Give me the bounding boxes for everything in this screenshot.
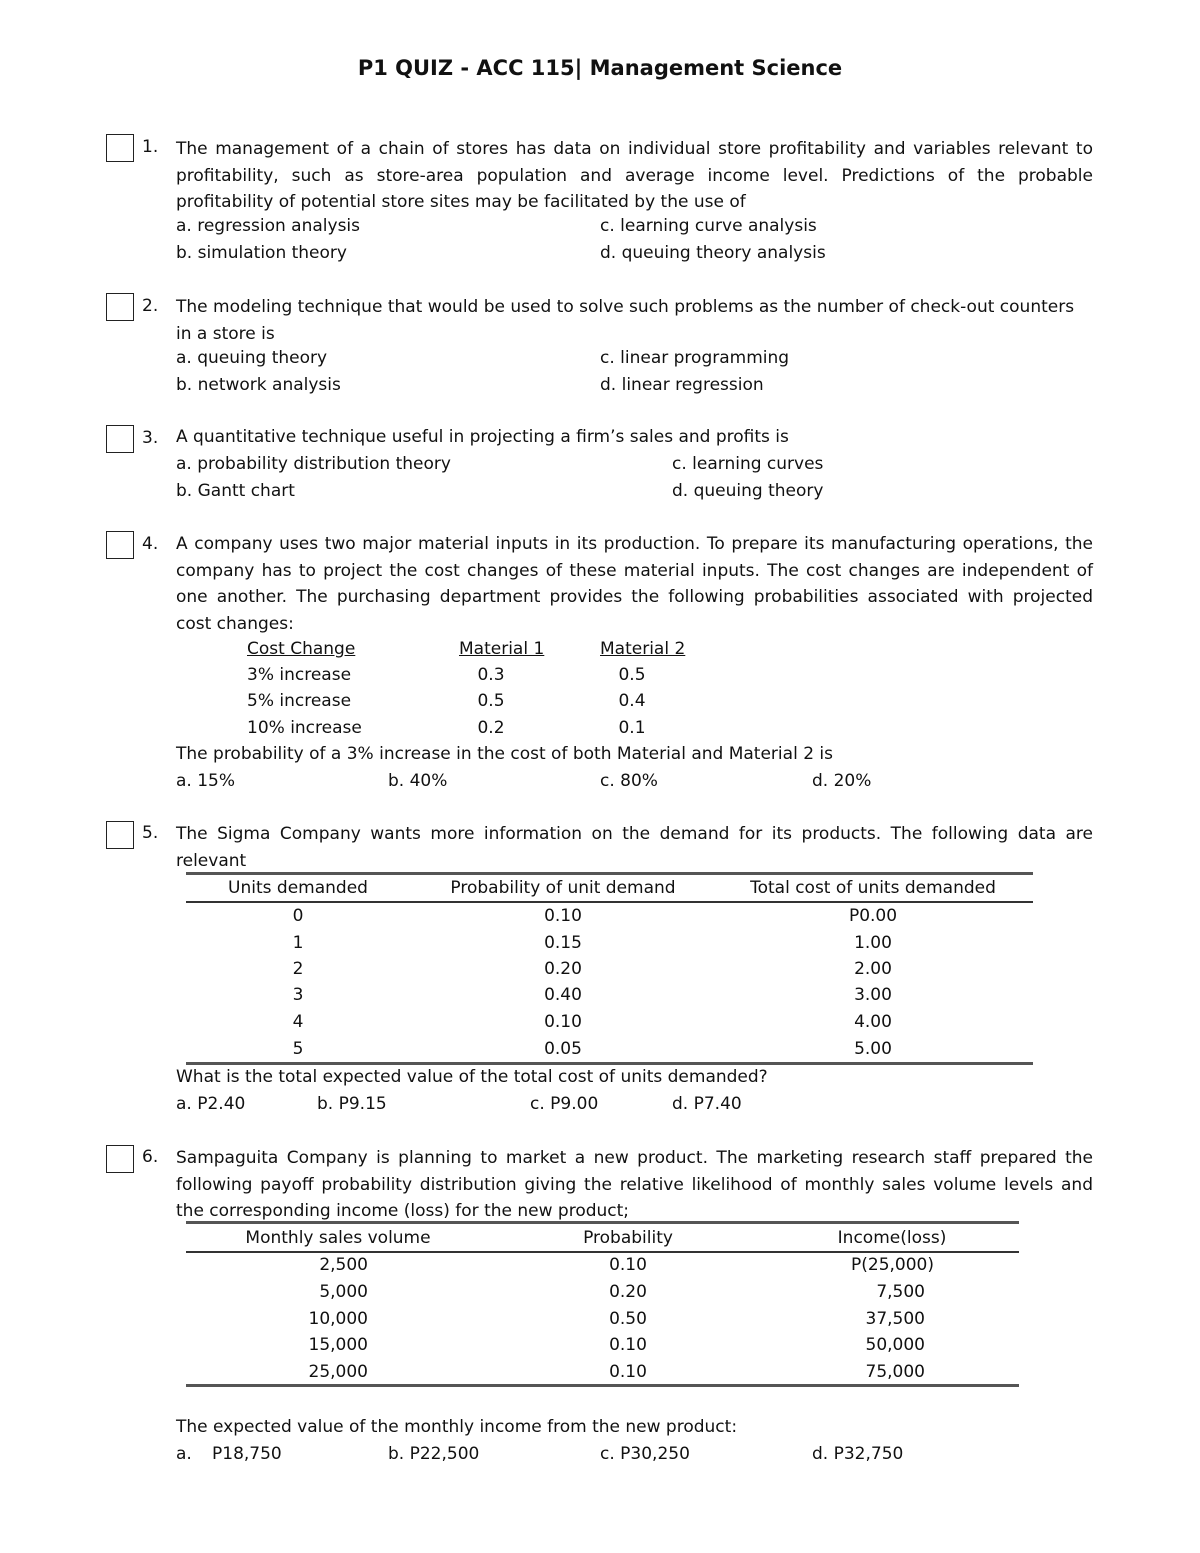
table-q6-cell: 37,500 [865, 1309, 925, 1329]
table-q4-cell: 0.5 [618, 665, 646, 685]
table-q6-cell: 0.10 [609, 1255, 647, 1275]
table-q6-header-sales-volume: Monthly sales volume [245, 1228, 431, 1248]
answer-box-q1[interactable] [106, 134, 134, 162]
question-number-q4: 4. [142, 534, 159, 554]
choice-q2-c: c. linear programming [600, 348, 790, 368]
choice-q6-b: b. P22,500 [388, 1444, 480, 1464]
table-q6-bottom-rule [186, 1384, 1019, 1387]
choice-q2-b: b. network analysis [176, 375, 341, 395]
question-number-q1: 1. [142, 137, 159, 157]
table-q4-cell: 3% increase [247, 665, 352, 685]
table-q4-cell: 5% increase [247, 691, 352, 711]
question-prompt-q6: The expected value of the monthly income from the new product: [176, 1417, 738, 1437]
table-q4-cell: 0.1 [618, 718, 646, 738]
table-q6-header-probability: Probability [583, 1228, 673, 1248]
answer-box-q6[interactable] [106, 1145, 134, 1173]
question-number-q6: 6. [142, 1147, 159, 1167]
table-q4-cell: 0.2 [477, 718, 505, 738]
table-q4-header-cost-change: Cost Change [247, 639, 356, 659]
table-q6-cell: 15,000 [308, 1335, 368, 1355]
table-q4-header-material-2: Material 2 [600, 639, 686, 659]
question-prompt-q5: What is the total expected value of the total cost of units demanded? [176, 1067, 768, 1087]
choice-q5-a: a. P2.40 [176, 1094, 246, 1114]
table-q4-cell: 10% increase [247, 718, 362, 738]
table-q5-cell: 3 [292, 985, 304, 1005]
choice-q4-a: a. 15% [176, 771, 236, 791]
table-q6-cell: 10,000 [308, 1309, 368, 1329]
table-q4-header-material-1: Material 1 [459, 639, 545, 659]
table-q5-cell: 0.10 [544, 906, 582, 926]
answer-box-q4[interactable] [106, 531, 134, 559]
choice-q5-b: b. P9.15 [317, 1094, 387, 1114]
choice-q4-b: b. 40% [388, 771, 448, 791]
choice-q5-c: c. P9.00 [530, 1094, 599, 1114]
table-q5-cell: 4 [292, 1012, 304, 1032]
table-q5-bottom-rule [186, 1062, 1033, 1065]
table-q6-cell: 0.10 [609, 1362, 647, 1382]
question-prompt-q4: The probability of a 3% increase in the cost of both Material and Material 2 is [176, 744, 833, 764]
answer-box-q3[interactable] [106, 425, 134, 453]
table-q6-cell: P(25,000) [851, 1255, 934, 1275]
table-q5-cell: 4.00 [854, 1012, 892, 1032]
table-q6-header-income: Income(loss) [837, 1228, 947, 1248]
table-q6-cell: 0.50 [609, 1309, 647, 1329]
choice-q1-b: b. simulation theory [176, 243, 347, 263]
choice-q2-a: a. queuing theory [176, 348, 328, 368]
table-q6-cell: 25,000 [308, 1362, 368, 1382]
table-q5-cell: 0.15 [544, 933, 582, 953]
choice-q3-d: d. queuing theory [672, 481, 824, 501]
table-q5-cell: 2 [292, 959, 304, 979]
table-q5-cell: 2.00 [854, 959, 892, 979]
table-q5-cell: 0.05 [544, 1039, 582, 1059]
table-q5-cell: 1.00 [854, 933, 892, 953]
choice-q3-b: b. Gantt chart [176, 481, 295, 501]
table-q5-header-units: Units demanded [228, 878, 368, 898]
answer-box-q2[interactable] [106, 293, 134, 321]
table-q5-cell: 5 [292, 1039, 304, 1059]
choice-q6-c: c. P30,250 [600, 1444, 690, 1464]
question-text-q6: Sampaguita Company is planning to market a new product. The marketing research staff prepared the following payoff probability distribution giving the relative likelihood of monthly sales volume levels and the corresponding income (loss) for the new product; [176, 1148, 1093, 1221]
choice-q4-d: d. 20% [812, 771, 872, 791]
question-number-q5: 5. [142, 823, 159, 843]
table-q6-cell: 0.20 [609, 1282, 647, 1302]
table-q6-cell: 75,000 [865, 1362, 925, 1382]
choice-q4-c: c. 80% [600, 771, 658, 791]
question-text-q1: The management of a chain of stores has data on individual store profitability and variables relevant to profitability, such as store-area population and average income level. Predictions of the probable profitability of potential store sites may be facilitated by the use of [176, 139, 1093, 212]
table-q5-cell: 3.00 [854, 985, 892, 1005]
choice-q3-a: a. probability distribution theory [176, 454, 451, 474]
choice-q5-d: d. P7.40 [672, 1094, 742, 1114]
table-q6-cell: 50,000 [865, 1335, 925, 1355]
choice-q2-d: d. linear regression [600, 375, 764, 395]
question-number-q2: 2. [142, 296, 159, 316]
table-q5-cell: 0.40 [544, 985, 582, 1005]
question-text-q4: A company uses two major material inputs in its production. To prepare its manufacturing operations, the company has to project the cost changes of these material inputs. The cost changes are independent of one another. The purchasing department provides the following probabilities associated with projected cost changes: [176, 534, 1093, 634]
table-q6-cell: 7,500 [876, 1282, 925, 1302]
question-text-q5: The Sigma Company wants more information on the demand for its products. The following data are relevant [176, 824, 1093, 871]
table-q5-header-rule [186, 901, 1033, 903]
question-text-q3: A quantitative technique useful in projecting a firm’s sales and profits is [176, 427, 789, 447]
table-q6-cell: 0.10 [609, 1335, 647, 1355]
table-q5-cell: P0.00 [848, 906, 898, 926]
choice-q6-d: d. P32,750 [812, 1444, 904, 1464]
page-title: P1 QUIZ - ACC 115| Management Science [357, 56, 843, 80]
choice-q6-a: P18,750 [212, 1444, 282, 1464]
table-q5-cell: 5.00 [854, 1039, 892, 1059]
table-q5-header-total-cost: Total cost of units demanded [750, 878, 996, 898]
choice-q3-c: c. learning curves [672, 454, 824, 474]
table-q5-top-rule [186, 872, 1033, 875]
table-q4-cell: 0.4 [618, 691, 646, 711]
choice-q1-a: a. regression analysis [176, 216, 361, 236]
question-number-q3: 3. [142, 428, 159, 448]
choice-q6-a-letter: a. [176, 1444, 192, 1464]
answer-box-q5[interactable] [106, 821, 134, 849]
table-q5-cell: 1 [292, 933, 304, 953]
choice-q1-c: c. learning curve analysis [600, 216, 817, 236]
table-q6-header-rule [186, 1251, 1019, 1253]
table-q5-header-probability: Probability of unit demand [450, 878, 676, 898]
table-q5-cell: 0 [292, 906, 304, 926]
choice-q1-d: d. queuing theory analysis [600, 243, 826, 263]
table-q5-cell: 0.20 [544, 959, 582, 979]
table-q4-cell: 0.3 [477, 665, 505, 685]
table-q6-top-rule [186, 1221, 1019, 1224]
question-text-q2: The modeling technique that would be used to solve such problems as the number of check-out counters in a store is [176, 297, 1075, 344]
table-q6-cell: 5,000 [319, 1282, 368, 1302]
table-q6-cell: 2,500 [319, 1255, 368, 1275]
table-q4-cell: 0.5 [477, 691, 505, 711]
table-q5-cell: 0.10 [544, 1012, 582, 1032]
